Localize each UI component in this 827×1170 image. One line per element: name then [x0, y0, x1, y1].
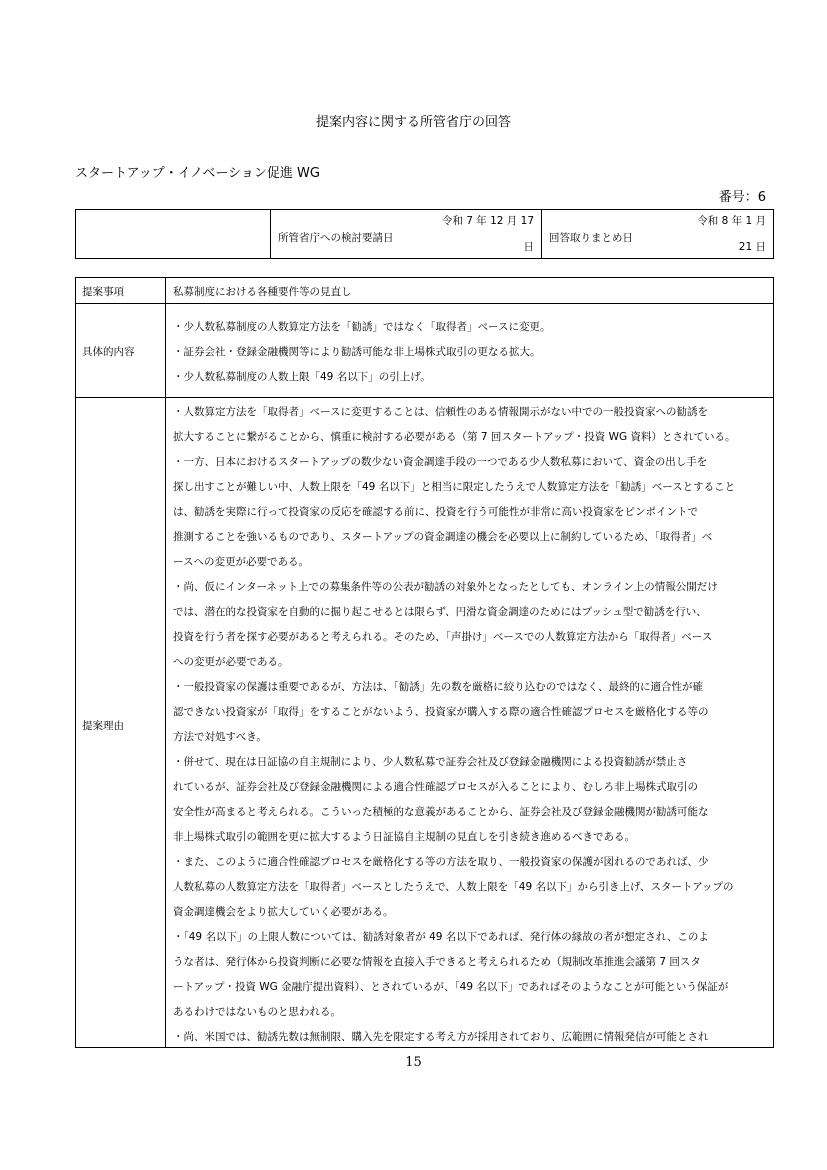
reason-line: 拡大することに繋がることから、慎重に検討する必要がある（第 7 回スタートアップ・投資 WG 資料）とされている。	[173, 431, 736, 443]
working-group-name: スタートアップ・イノベーション促進 WG	[75, 166, 320, 181]
reason-line: 非上場株式取引の範囲を更に拡大するよう日証協自主規制の見直しを引き続き進めるべきである。	[173, 831, 635, 843]
page-title: 提案内容に関する所管省庁の回答	[315, 115, 511, 130]
reason-line: ・併せて、現在は日証協の自主規制により、少人数私募で証券会社及び登録金融機関による投資勧誘が禁止さ	[173, 756, 688, 768]
request-date-value-suffix: 日	[523, 241, 534, 253]
request-date-value: 令和 7 年 12 月 17	[441, 215, 534, 227]
reason-content-cell	[173, 398, 767, 1047]
subject-text: 私募制度における各種要件等の見直し	[173, 286, 352, 298]
reason-line: ・人数算定方法を「取得者」ベースに変更することは、信頼性のある情報開示がない中での一般投資家への勧誘を	[173, 406, 708, 418]
subject-content-cell	[173, 278, 767, 303]
reason-line: あるわけではないものと思われる。	[173, 1006, 341, 1018]
detail-line: ・少人数私募制度の人数算定方法を「勧誘」ではなく「取得者」ベースに変更。	[173, 321, 551, 333]
subject-label: 提案事項	[82, 286, 124, 298]
subject-row	[76, 278, 773, 304]
proposal-number: 番号：6	[718, 190, 766, 205]
reason-line: では、潜在的な投資家を自動的に掘り起こせるとは限らず、円滑な資金調達のためにはプッシュ型で勧誘を行い、	[173, 606, 707, 618]
answer-date-value-suffix: 21 日	[738, 241, 766, 253]
reason-line: ートアップ・投資 WG 金融庁提出資料）、とされているが、「49 名以下」であればそのようなことが可能という保証が	[173, 981, 729, 993]
answer-date-cell	[542, 210, 773, 258]
reason-line: 探し出すことが難しい中、人数上限を「49 名以下」と相当に限定したうえで人数算定方法を「勧誘」ベースとすること	[173, 481, 736, 493]
detail-content-cell	[173, 304, 767, 397]
detail-line: ・証券会社・登録金融機関等により勧誘可能な非上場株式取引の更なる拡大。	[173, 346, 541, 358]
reason-line: ・尚、仮にインターネット上での募集条件等の公表が勧誘の対象外となったとしても、オンライン上の情報公開だけ	[173, 581, 718, 593]
reason-line: 認できない投資家が「取得」をすることがないよう、投資家が購入する際の適合性確認プロセスを厳格化する等の	[173, 706, 709, 718]
reason-line: ・一般投資家の保護は重要であるが、方法は、「勧誘」先の数を厳格に絞り込むのではなく、最終的に適合性が確	[173, 681, 704, 693]
reason-line: ・一方、日本におけるスタートアップの数少ない資金調達手段の一つである少人数私募において、資金の出し手を	[173, 456, 708, 468]
reason-line: 方法で対処すべき。	[173, 731, 267, 743]
request-date-cell	[271, 210, 542, 258]
reason-label: 提案理由	[82, 720, 124, 732]
request-date-label: 所管省庁への検討要請日	[278, 232, 394, 244]
reason-row	[76, 398, 773, 1047]
header-blank-cell	[76, 210, 271, 258]
detail-label-cell	[76, 304, 166, 397]
detail-line: ・少人数私募制度の人数上限「49 名以下」の引上げ。	[173, 371, 431, 383]
subject-label-cell	[76, 278, 166, 303]
date-header-table	[75, 209, 774, 259]
detail-label: 具体的内容	[82, 346, 135, 358]
reason-line: 安全性が高まると考えられる。こういった積極的な意義があることから、証券会社及び登録金融機関が勧誘可能な	[173, 806, 709, 818]
reason-line: 資金調達機会をより拡大していく必要がある。	[173, 906, 394, 918]
answer-date-value: 令和 8 年 1 月	[697, 215, 766, 227]
reason-line: 推測することを強いるものであり、スタートアップの資金調達の機会を必要以上に制約しているため、「取得者」ベ	[173, 531, 713, 543]
detail-row	[76, 304, 773, 398]
proposal-table	[75, 277, 774, 1048]
reason-line: 投資を行う者を探す必要があると考えられる。そのため、「声掛け」ベースでの人数算定方法から「取得者」ベース	[173, 631, 713, 643]
answer-date-label: 回答取りまとめ日	[549, 232, 633, 244]
reason-line: ・「49 名以下」の上限人数については、勧誘対象者が 49 名以下であれば、発行体の縁故の者が想定され、このよ	[173, 931, 709, 943]
reason-line: れているが、証券会社及び登録金融機関による適合性確認プロセスが入ることにより、むしろ非上場株式取引の	[173, 781, 698, 793]
reason-line: ・尚、米国では、勧誘先数は無制限、購入先を限定する考え方が採用されており、広範囲に情報発信が可能とされ	[173, 1031, 709, 1043]
page-number: 15	[405, 1055, 422, 1070]
reason-line: うな者は、発行体から投資判断に必要な情報を直接入手できると考えられるため（規制改革推進会議第 7 回スタ	[173, 956, 701, 968]
reason-line: への変更が必要である。	[173, 656, 289, 668]
reason-line: は、勧誘を実際に行って投資家の反応を確認する前に、投資を行う可能性が非常に高い投資家をピンポイントで	[173, 506, 698, 518]
reason-line: ースへの変更が必要である。	[173, 556, 309, 568]
reason-line: 人数私募の人数算定方法を「取得者」ベースとしたうえで、人数上限を「49 名以下」から引き上げ、スタートアップの	[173, 881, 734, 893]
reason-line: ・また、このように適合性確認プロセスを厳格化する等の方法を取り、一般投資家の保護が図れるのであれば、少	[173, 856, 709, 868]
reason-label-cell	[76, 398, 166, 1047]
